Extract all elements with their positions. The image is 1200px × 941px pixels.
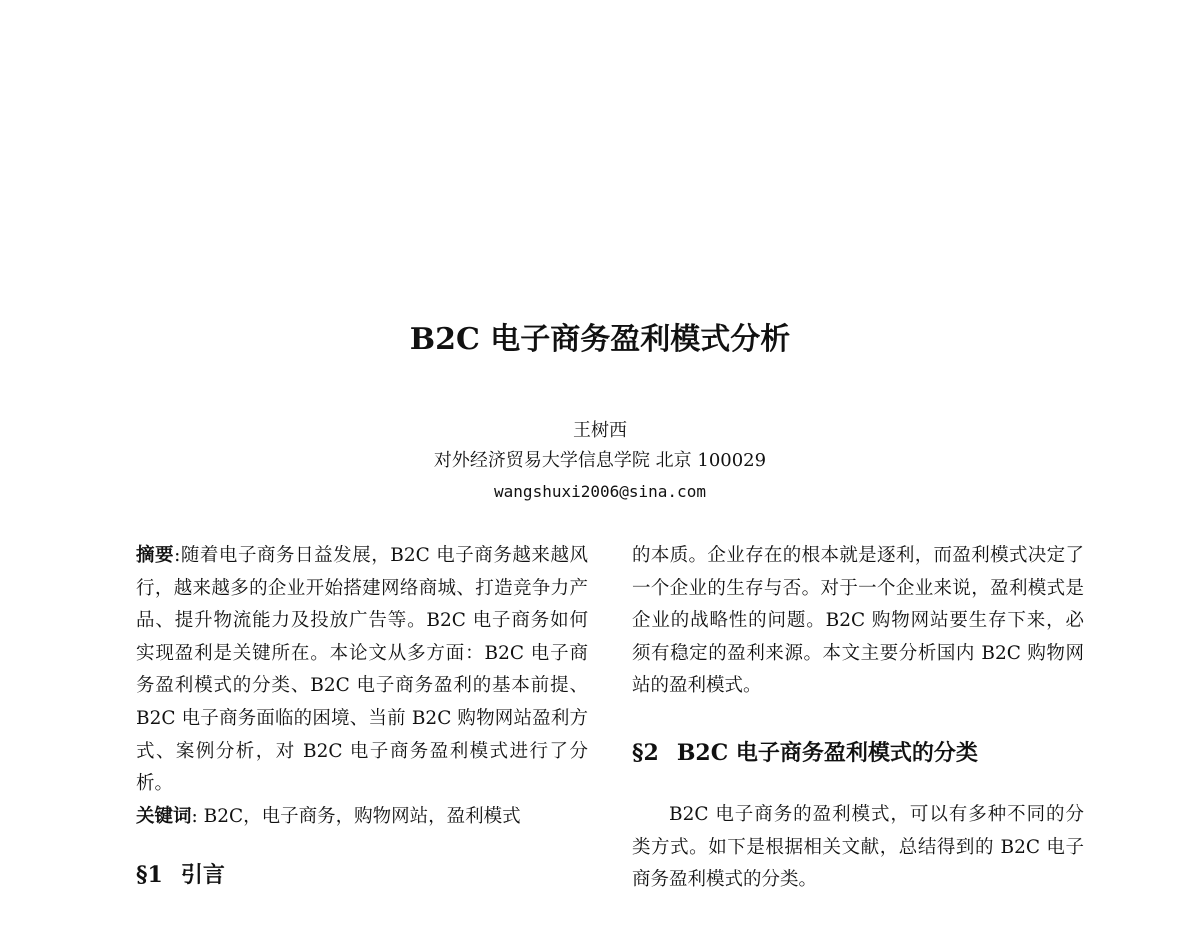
section-2-number: §2 bbox=[632, 739, 659, 766]
keywords-paragraph bbox=[136, 801, 588, 834]
intro-continuation-paragraph: 的本质。企业存在的根本就是逐利，而盈利模式决定了一个企业的生存与否。对于一个企业来说，盈利模式是企业的战略性的问题。B2C 购物网站要生存下来，必须有稳定的盈利来源。本文主要分析国内 B2C 购物网站的盈利模式。 bbox=[632, 545, 1084, 697]
left-column bbox=[136, 540, 588, 891]
keywords-text: : B2C，电子商务，购物网站，盈利模式 bbox=[191, 805, 521, 827]
abstract-paragraph bbox=[136, 540, 588, 801]
right-column bbox=[632, 540, 1084, 897]
section-1-number: §1 bbox=[136, 862, 163, 889]
keywords-label: 关键词 bbox=[136, 805, 192, 827]
paper-title: B2C 电子商务盈利模式分析 bbox=[409, 322, 791, 357]
section-2-paragraph: B2C 电子商务的盈利模式，可以有多种不同的分类方式。如下是根据相关文献，总结得到的 B2C 电子商务盈利模式的分类。 bbox=[632, 803, 1084, 891]
author-name: 王树西 bbox=[573, 420, 627, 441]
section-2-heading bbox=[632, 737, 1084, 769]
section-1-title: 引言 bbox=[180, 862, 225, 889]
author-affiliation: 对外经济贸易大学信息学院 北京 100029 bbox=[433, 450, 767, 471]
author-email: wangshuxi2006@sina.com bbox=[494, 482, 706, 501]
section-2-title: B2C 电子商务盈利模式的分类 bbox=[676, 739, 978, 766]
section-1-heading bbox=[136, 859, 588, 891]
abstract-label: 摘要 bbox=[136, 545, 175, 566]
abstract-text: :随着电子商务日益发展，B2C 电子商务越来越风行，越来越多的企业开始搭建网络商城、打造竞争力产品、提升物流能力及投放广告等。B2C 电子商务如何实现盈利是关键所在。本论文从多方面：B2C 电子商务盈利模式的分类、B2C 电子商务盈利的基本前提、B2C 电子商务面临的困境、当前 B2C 购物网站盈利方式、案例分析，对 B2C 电子商务盈利模式进行了分析。 bbox=[136, 545, 588, 795]
